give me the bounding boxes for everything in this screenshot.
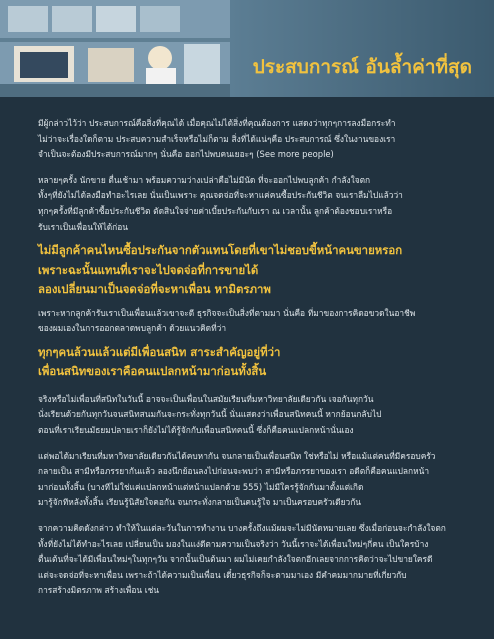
text-line: ลองเปลี่ยนมาเป็นจดจ่อที่จะหาเพื่อน หามิตรภาพ bbox=[38, 282, 271, 297]
text-line: ของผมเองในการออกตลาดพบลูกค้า ด้วยแนวคิดที่ว่า bbox=[38, 323, 227, 334]
text-line: ทั้งที่ยังไม่ได้ทำอะไรเลย เปลี่ยนเป็น มองในแง่ดีตามความเป็นจริงว่า วันนี้เราจะได้เพื่อนใหม่ๆกี่คน เป็นใครบ้าง bbox=[38, 538, 429, 549]
paragraph-6 bbox=[38, 521, 458, 599]
header-banner bbox=[0, 0, 494, 97]
text-line: กลายเป็น สามีหรือภรรยากันแล้ว ลองนึกย้อนลงไปก่อนจะพบว่า สามีหรือภรรยาของเรา อดีตก็คือคนแปลกหน้า bbox=[38, 466, 430, 477]
text-line: ทุกๆครั้งที่มีลูกค้าซื้อประกันชีวิต ตัดสินใจจ่ายค่าเบี้ยประกันกับเรา ณ เวลานั้น ลูกค้าต้องชอบเราหรือ bbox=[38, 205, 393, 216]
text-line: การสร้างมิตรภาพ สร้างเพื่อน เช่น bbox=[38, 585, 160, 596]
highlight-quote-2 bbox=[38, 343, 458, 382]
text-line: ตอนที่เราเรียนมัธยมปลายเราก็ยังไม่ได้รู้จักกับเพื่อนสนิทคนนี้ ซึ่งก็คือคนแปลกหน้านั่นเอง bbox=[38, 425, 354, 436]
highlight-quote-1 bbox=[38, 241, 458, 300]
paragraph-1 bbox=[38, 116, 458, 163]
text-line: ไม่มีลูกค้าคนไหนซื้อประกันจากตัวแทนโดยที่เขาไม่ชอบขี้หน้าคนขายหรอก bbox=[38, 243, 403, 258]
text-line: จำเป็นจะต้องมีประสบการณ์มากๆ นั่นคือ ออกไปพบคนเยอะๆ (See more people) bbox=[38, 149, 334, 160]
text-line: หลายๆครั้ง นักขาย ตื่นเช้ามา พร้อมความว่างเปล่าคือไม่มีนัด ที่จะออกไปพบลูกค้า กำลังใจตก bbox=[38, 174, 371, 185]
text-line: มารู้จักทีหลังทั้งสิ้น เรียนรู้นิสัยใจคอกัน จนกระทั่งกลายเป็นคนรู้ใจ มาเป็นครอบครัวเดียวกัน bbox=[38, 497, 361, 508]
text-line: มาก่อนทั้งสิ้น (บางทีไม่ใช่แค่แปลกหน้าแต่หน้าแปลกด้วย 555) ไม่มีใครรู้จักกันมาตั้งแต่เกิด bbox=[38, 481, 364, 492]
text-line: เพราะฉะนั้นแทนที่เราจะไปจดจ่อที่การขายได้ bbox=[38, 262, 259, 277]
text-line: จริงหรือไม่เพื่อนที่สนิทในวันนี้ อาจจะเป็นเพื่อนในสมัยเรียนที่มหาวิทยาลัยเดียวกัน เจอกันทุกวัน bbox=[38, 393, 374, 404]
text-line: แต่พอได้มาเรียนที่มหาวิทยาลัยเดียวกันได้คบหากัน จนกลายเป็นเพื่อนสนิท ใช่หรือไม่ หรือแม้แต่คนที่มีครอบครัว bbox=[38, 450, 436, 461]
paragraph-3 bbox=[38, 306, 458, 337]
text-line: จากความคิดดังกล่าว ทำให้ในแต่ละวันในการทำงาน บางครั้งถึงแม้ผมจะไม่มีนัดหมายเลย ซึ่งเมื่อก่อนจะกำลังใจตก bbox=[38, 523, 446, 533]
text-line: ไม่ว่าจะเรื่องใดก็ตาม ประสบความสำเร็จหรือไม่ก็ตาม สิ่งที่ได้แน่ๆคือ ประสบการณ์ ซึ่งในงานของเรา bbox=[38, 133, 396, 144]
text-line: ตื่นเต้นที่จะได้มีเพื่อนใหม่ๆในทุกๆวัน จากนั้นเป็นต้นมา ผมไม่เคยกำลังใจตกอีกเลยจากการคิดว่าจะไปขายใครดี bbox=[38, 554, 433, 565]
text-line: เพื่อนสนิทของเราคือคนแปลกหน้ามาก่อนทั้งสิ้น bbox=[38, 364, 267, 379]
article-body bbox=[38, 116, 458, 599]
paragraph-5 bbox=[38, 449, 458, 511]
banner-title: ประสบการณ์ อันล้ำค่าที่สุด bbox=[252, 56, 472, 78]
text-line: ทุกๆคนล้วนแล้วแต่มีเพื่อนสนิท สาระสำคัญอยู่ที่ว่า bbox=[38, 344, 281, 359]
text-line: ทั้งๆที่ยังไม่ได้ลงมือทำอะไรเลย นั่นเป็นเพราะ คุณจดจ่อที่จะหาแค่คนซื้อประกันชีวิต จนเราลืมไปแล้วว่า bbox=[38, 190, 403, 201]
text-line: เพราะหากลูกค้ารับเราเป็นเพื่อนแล้วเขาจะดี ธุรกิจจะเป็นสิ่งที่ตามมา นั่นคือ ที่มาของการคิดอขวดในอาชีพ bbox=[38, 307, 416, 318]
text-line: แต่จะจดจ่อที่จะหาเพื่อน เพราะถ้าได้ความเป็นเพื่อน เดี๋ยวธุรกิจก็จะตามมาเอง มีคำคมมากมายที่เกี่ยวกับ bbox=[38, 569, 407, 580]
paragraph-4 bbox=[38, 392, 458, 439]
text-line: มีผู้กล่าวไว้ว่า ประสบการณ์คือสิ่งที่คุณได้ เมื่อคุณไม่ได้สิ่งที่คุณต้องการ แสดงว่าทุกๆการลงมือกระทำ bbox=[38, 118, 396, 128]
text-line: รับเราเป็นเพื่อนให้ได้ก่อน bbox=[38, 221, 129, 232]
office-illustration bbox=[0, 0, 230, 97]
text-line: นั่งเรียนด้วยกันทุกวันจนสนิทสนมกันจะกระทั่งทุกวันนี้ นั่นแสดงว่าเพื่อนสนิทคนนี้ หากย้อนกลับไป bbox=[38, 409, 382, 420]
paragraph-2 bbox=[38, 173, 458, 235]
